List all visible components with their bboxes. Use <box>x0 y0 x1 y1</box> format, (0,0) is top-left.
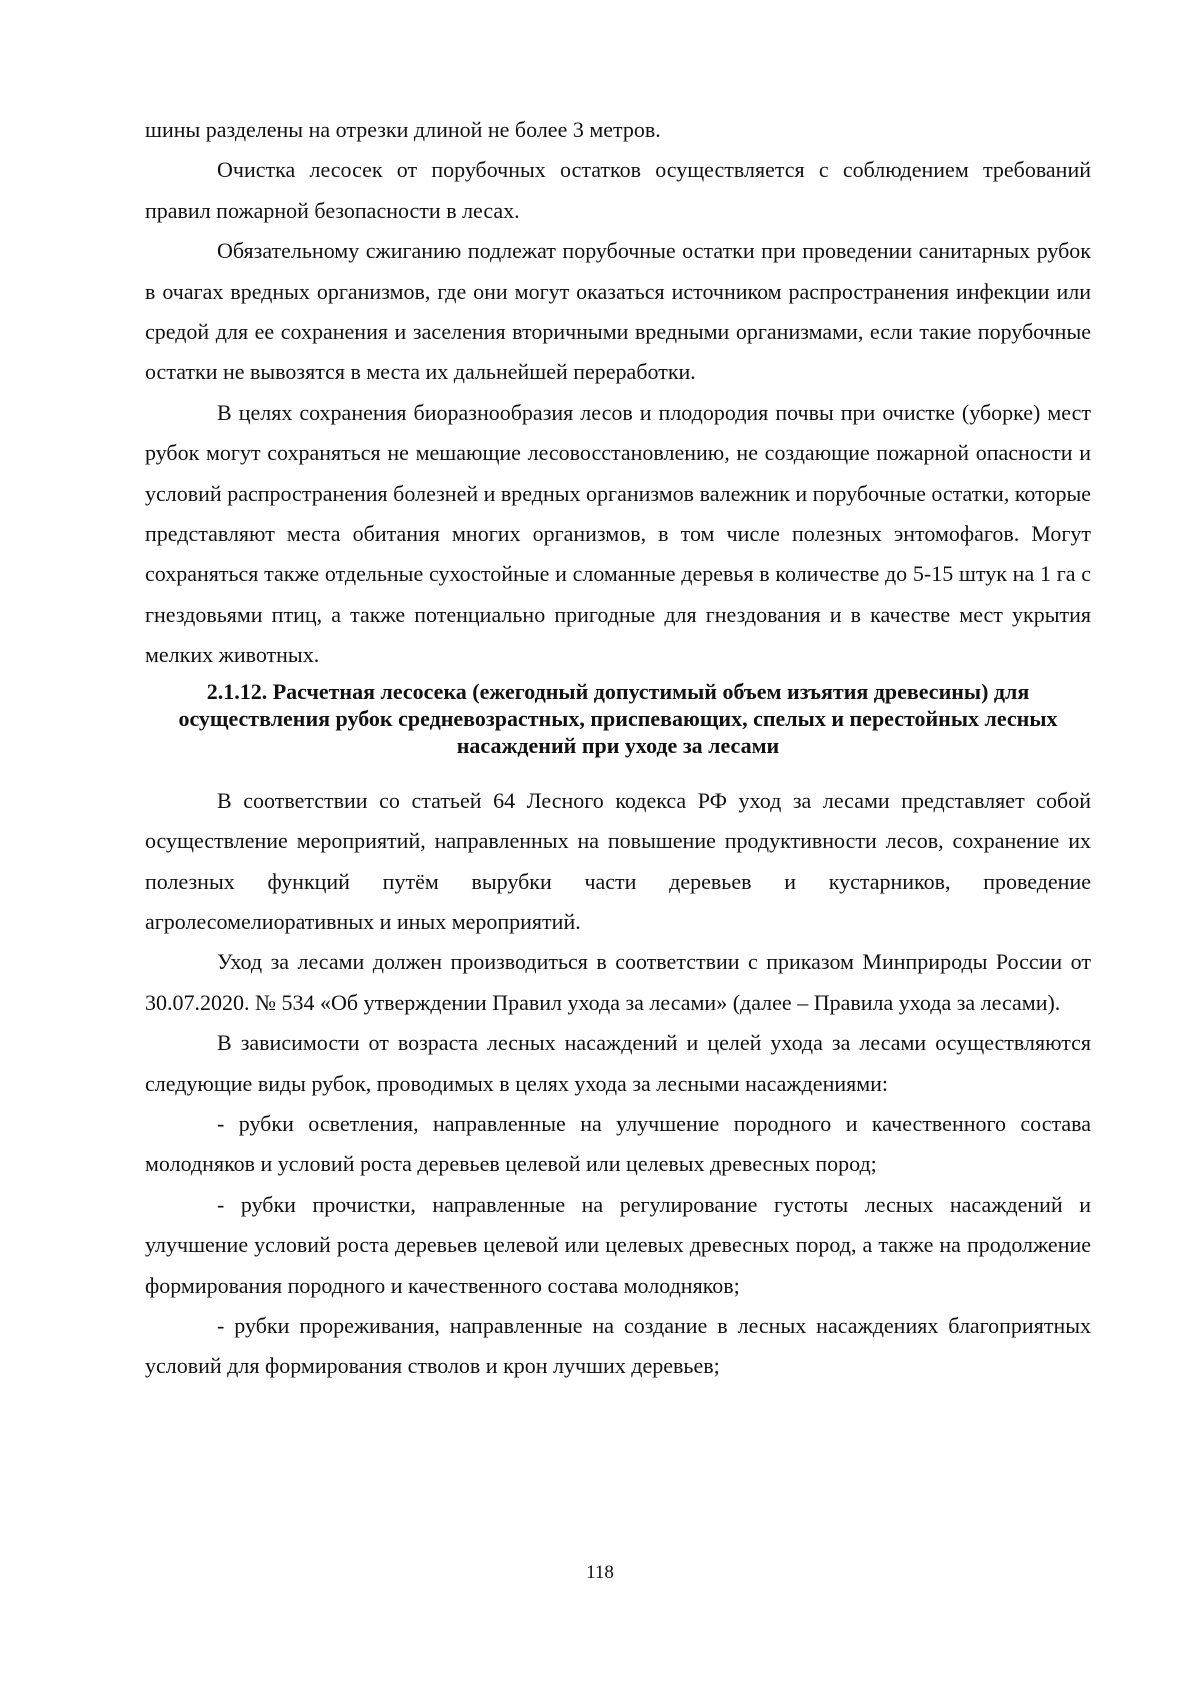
section-heading: 2.1.12. Расчетная лесосека (ежегодный допустимый объем изъятия древесины) для осуществления рубок средневозрастных, приспевающих, спелых и перестойных лесных насаждений при уходе за лесами <box>178 678 1058 758</box>
paragraph: В соответствии со статьей 64 Лесного кодекса РФ уход за лесами представляет собой осуществление мероприятий, направленных на повышение продуктивности лесов, сохранение их полезных функций путём вырубки части деревьев и кустарников, проведение агролесомелиоративных и иных мероприятий. <box>145 787 1091 934</box>
page-body <box>145 110 1091 1387</box>
paragraph: В целях сохранения биоразнообразия лесов и плодородия почвы при очистке (уборке) мест рубок могут сохраняться не мешающие лесовосстановлению, не создающие пожарной опасности и условий распространения болезней и вредных организмов валежник и порубочные остатки, которые представляют места обитания многих организмов, в том числе полезных энтомофагов. Могут сохраняться также отдельные сухостойные и сломанные деревья в количестве до 5-15 штук на 1 га с гнездовьями птиц, а также потенциально пригодные для гнездования и в качестве мест укрытия мелких животных. <box>145 399 1091 668</box>
page-number: 118 <box>586 1562 614 1583</box>
paragraph-continuation: шины разделены на отрезки длиной не более 3 метров. <box>145 117 661 142</box>
paragraph: Очистка лесосек от порубочных остатков осуществляется с соблюдением требований правил пожарной безопасности в лесах. <box>145 157 1091 223</box>
paragraph: Обязательному сжиганию подлежат порубочные остатки при проведении санитарных рубок в очагах вредных организмов, где они могут оказаться источником распространения инфекции или средой для ее сохранения и заселения вторичными вредными организмами, если такие порубочные остатки не вывозятся в места их дальнейшей переработки. <box>145 238 1091 385</box>
paragraph: Уход за лесами должен производиться в соответствии с приказом Минприроды России от 30.07.2020. № 534 «Об утверждении Правил ухода за лесами» (далее – Правила ухода за лесами). <box>145 949 1091 1015</box>
list-item: - рубки прореживания, направленные на создание в лесных насаждениях благоприятных условий для формирования стволов и крон лучших деревьев; <box>145 1312 1091 1379</box>
paragraph: В зависимости от возраста лесных насаждений и целей ухода за лесами осуществляются следующие виды рубок, проводимых в целях ухода за лесными насаждениями: <box>145 1030 1091 1096</box>
list-item: - рубки прочистки, направленные на регулирование густоты лесных насаждений и улучшение условий роста деревьев целевой или целевых древесных пород, а также на продолжение формирования породного и качественного состава молодняков; <box>145 1191 1091 1298</box>
list-item: - рубки осветления, направленные на улучшение породного и качественного состава молодняков и условий роста деревьев целевой или целевых древесных пород; <box>145 1110 1091 1177</box>
